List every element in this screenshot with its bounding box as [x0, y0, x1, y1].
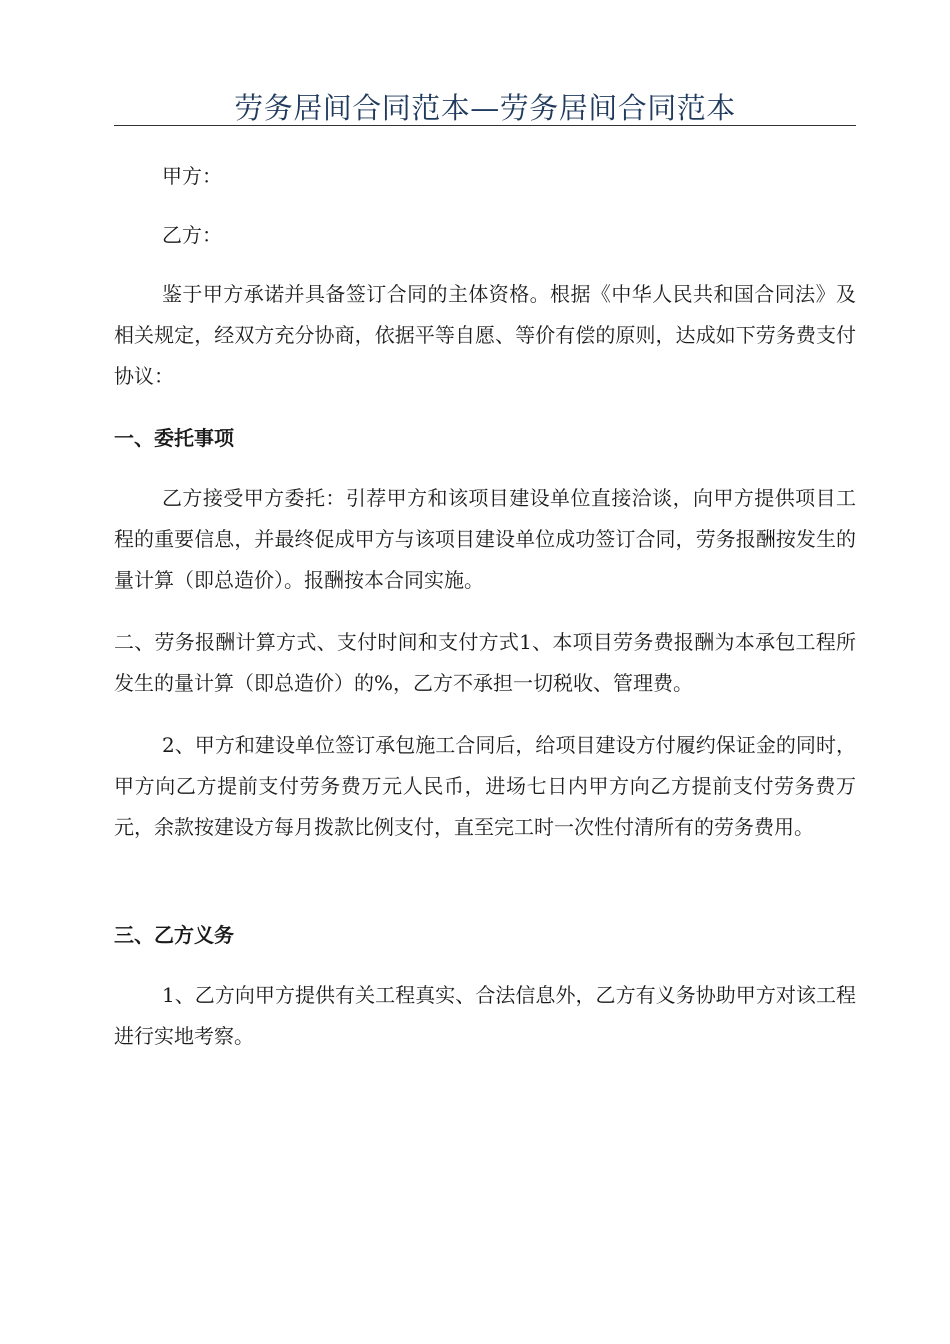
document-title: 劳务居间合同范本—劳务居间合同范本: [234, 91, 736, 125]
section1-paragraph: 乙方接受甲方委托：引荐甲方和该项目建设单位直接洽谈，向甲方提供项目工程的重要信息，并最终促成甲方与该项目建设单位成功签订合同，劳务报酬按发生的量计算（即总造价）。报酬按本合同实施。: [114, 486, 856, 592]
section2-paragraph: 二、劳务报酬计算方式、支付时间和支付方式1、本项目劳务费报酬为本承包工程所发生的量计算（即总造价）的%，乙方不承担一切税收、管理费。: [114, 630, 856, 695]
party-a-line: 甲方：: [162, 164, 222, 188]
preamble-paragraph: 鉴于甲方承诺并具备签订合同的主体资格。根据《中华人民共和国合同法》及相关规定，经双方充分协商，依据平等自愿、等价有偿的原则，达成如下劳务费支付协议：: [114, 282, 856, 388]
section3-item1-paragraph: 1、乙方向甲方提供有关工程真实、合法信息外，乙方有义务协助甲方对该工程进行实地考察。: [114, 983, 856, 1048]
section3-heading: 三、乙方义务: [114, 923, 234, 947]
section2-item2-paragraph: 2、甲方和建设单位签订承包施工合同后，给项目建设方付履约保证金的同时，甲方向乙方提前支付劳务费万元人民币，进场七日内甲方向乙方提前支付劳务费万元，余款按建设方每月拨款比例支付，直至完工时一次性付清所有的劳务费用。: [114, 733, 856, 839]
section1-heading: 一、委托事项: [114, 426, 234, 450]
title-underline: [114, 125, 856, 126]
party-b-line: 乙方：: [162, 223, 222, 247]
